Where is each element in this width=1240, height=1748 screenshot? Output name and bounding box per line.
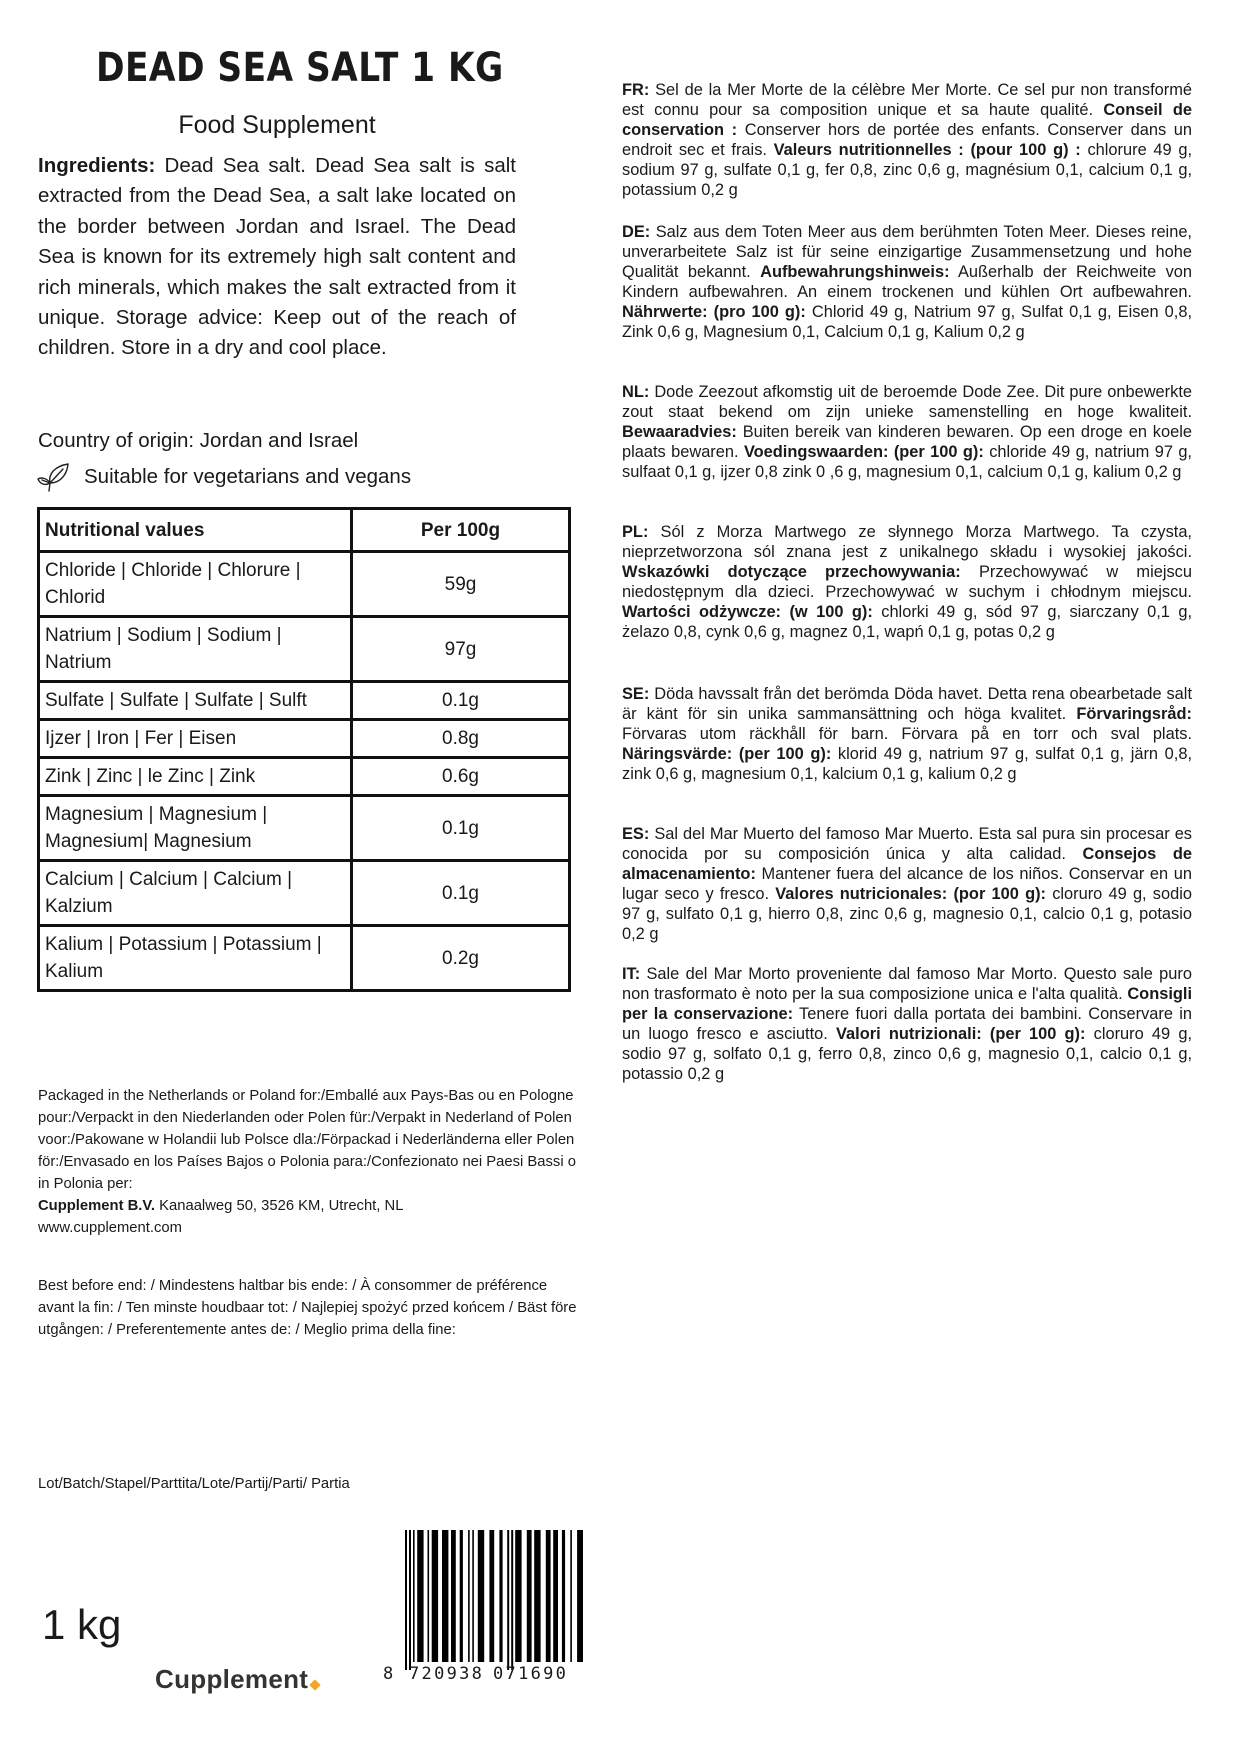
ingredients-label: Ingredients:: [38, 154, 156, 177]
language-code: PL:: [622, 523, 649, 541]
table-row: [39, 758, 570, 796]
translation-heading: Nährwerte: (pro 100 g):: [622, 303, 806, 321]
nutrient-name: Chloride | Chloride | Chlorure | Chlorid: [39, 552, 352, 617]
translation-heading: Aufbewahrungshinweis:: [760, 263, 950, 281]
ingredients-text: Dead Sea salt. Dead Sea salt is salt extracted from the Dead Sea, a salt lake located on the border between Jordan and Israel. The Dead Sea is known for its extremely high salt content and rich minerals, which makes the salt extracted from it unique. Storage advice: Keep out of the reach of children. Store in a dry and cool place.: [38, 154, 516, 360]
translation-text: Dode Zeezout afkomstig uit de beroemde Dode Zee. Dit pure onbewerkte zout staat bekend om zijn unieke samenstelling en hoge kwaliteit.: [622, 383, 1192, 421]
translation-text: chlorure 49 g, sodium 97 g, sulfate 0,1 g, fer 0,8, zinc 0,6 g, magnésium 0,1, calcium 0,1 g, potassium 0,2 g: [622, 141, 1193, 199]
translation-es: [622, 824, 1192, 944]
translation-text: Förvaras utom räckhåll för barn. Förvara på en torr och sval plats.: [622, 725, 1192, 743]
nutrient-name: Magnesium | Magnesium | Magnesium| Magnesium: [39, 796, 352, 861]
barcode-first-digit: 8: [383, 1664, 394, 1684]
translation-heading: Wartości odżywcze: (w 100 g):: [622, 603, 873, 621]
vegan-text: Suitable for vegetarians and vegans: [84, 465, 412, 488]
translation-heading: Consigli per la conservazione:: [622, 985, 1192, 1023]
ingredients-paragraph: [38, 151, 516, 364]
nutrient-value: 97g: [352, 617, 570, 682]
table-row: [39, 552, 570, 617]
nutrition-header-row: [39, 509, 570, 552]
translation-text: Tenere fuori dalla portata dei bambini. Conservare in un luogo fresco e asciutto.: [622, 1005, 1192, 1043]
translation-heading: Bewaaradvies:: [622, 423, 737, 441]
table-row: [39, 796, 570, 861]
company-name: Cupplement B.V.: [38, 1198, 156, 1214]
translation-text: chlorki 49 g, sód 97 g, siarczany 0,1 g, żelazo 0,8, cynk 0,6 g, magnez 0,1, wapń 0,1 g, potas 0,2 g: [622, 603, 1193, 641]
translation-de: [622, 222, 1192, 342]
translation-text: Mantener fuera del alcance de los niños. Conservar en un lugar seco y fresco.: [622, 865, 1192, 903]
translation-nl: [622, 382, 1192, 482]
translation-text: Sal del Mar Muerto del famoso Mar Muerto. Esta sal pura sin procesar es conocida por su composición única y alta calidad.: [622, 825, 1192, 863]
barcode-bars-icon: [383, 1530, 583, 1670]
nutrient-value: 0.1g: [352, 796, 570, 861]
translation-heading: Valores nutricionales: (por 100 g):: [775, 885, 1046, 903]
translation-text: Außerhalb der Reichweite von Kindern aufbewahren. An einem trockenen und kühlen Ort aufbewahren.: [622, 263, 1192, 301]
translation-text: Sól z Morza Martwego ze słynnego Morza Martwego. Ta czysta, nieprzetworzona sól znana jest z unikalnego składu i wysokiej jakości.: [622, 523, 1192, 561]
nutrient-name: Sulfate | Sulfate | Sulfate | Sulft: [39, 682, 352, 720]
nutrient-name: Natrium | Sodium | Sodium | Natrium: [39, 617, 352, 682]
translation-se: [622, 684, 1192, 784]
product-title: DEAD SEA SALT 1 KG: [96, 45, 504, 91]
vegan-claim: [38, 461, 411, 493]
nutrition-header-name: Nutritional values: [39, 509, 352, 552]
translation-heading: Valeurs nutritionnelles : (pour 100 g) :: [773, 141, 1081, 159]
company-website: www.cupplement.com: [38, 1220, 182, 1236]
language-code: IT:: [622, 965, 641, 983]
table-row: [39, 720, 570, 758]
table-row: [39, 617, 570, 682]
lot-text: Lot/Batch/Stapel/Parttita/Lote/Partij/Parti/ Partia: [38, 1476, 350, 1492]
nutrient-name: Calcium | Calcium | Calcium | Kalzium: [39, 861, 352, 926]
language-code: NL:: [622, 383, 650, 401]
translation-text: Przechowywać w miejscu niedostępnym dla dzieci. Przechowywać w suchym i chłodnym miejscu.: [622, 563, 1192, 601]
nutrient-value: 0.2g: [352, 926, 570, 991]
translation-text: klorid 49 g, natrium 97 g, sulfat 0,1 g, järn 0,8, zink 0,6 g, magnesium 0,1, kalcium 0,1 g, kalium 0,2 g: [622, 745, 1192, 783]
translation-text: Salz aus dem Toten Meer aus dem berühmten Toten Meer. Dieses reine, unverarbeitete Salz ist für seine einzigartige Zusammensetzung und hohe Qualität bekannt.: [622, 223, 1192, 281]
packaging-info: [38, 1085, 578, 1239]
packaging-text: Packaged in the Netherlands or Poland for:/Emballé aux Pays-Bas ou en Pologne pour:/Verpackt in den Niederlanden oder Polen für:/Verpakt in Nederland of Polen voor:/Pakowane w Holandii lub Polsce dla:/Förpackad i Nederländerna eller Polen för:/Envasado en los Países Bajos o Polonia para:/Confezionato nei Paesi Bassi o in Polonia per:: [38, 1088, 576, 1192]
leaf-icon: [36, 461, 70, 493]
country-of-origin: Country of origin: Jordan and Israel: [38, 429, 359, 452]
translation-text: cloruro 49 g, sodio 97 g, solfato 0,1 g, ferro 0,8, zinco 0,6 g, magnesio 0,1, calcio 0,1 g, potassio 0,2 g: [622, 1025, 1192, 1083]
translation-heading: Voedingswaarden: (per 100 g):: [743, 443, 984, 461]
translation-text: Sel de la Mer Morte de la célèbre Mer Morte. Ce sel pur non transformé est connu pour sa composition unique et sa haute qualité.: [622, 81, 1192, 119]
table-row: [39, 926, 570, 991]
table-row: [39, 861, 570, 926]
language-code: FR:: [622, 81, 650, 99]
translation-it: [622, 964, 1192, 1084]
nutrient-value: 59g: [352, 552, 570, 617]
translation-text: cloruro 49 g, sodio 97 g, sulfato 0,1 g, hierro 0,8, zinc 0,6 g, magnesio 0,1, calcio 0,1 g, potasio 0,2 g: [622, 885, 1192, 943]
translation-text: Döda havssalt från det berömda Döda havet. Detta rena obearbetade salt är känt för sin unika sammansättning och höga kvalitet.: [622, 685, 1192, 723]
translation-heading: Conseil de conservation :: [622, 101, 1192, 139]
translation-heading: Valori nutrizionali: (per 100 g):: [836, 1025, 1086, 1043]
barcode: [383, 1530, 583, 1695]
translation-text: chloride 49 g, natrium 97 g, sulfaat 0,1 g, ijzer 0,8 zink 0 ,6 g, magnesium 0,1, calcium 0,1 g, kalium 0,2 g: [622, 443, 1192, 481]
translation-pl: [622, 522, 1192, 642]
nutrient-value: 0.8g: [352, 720, 570, 758]
language-code: SE:: [622, 685, 650, 703]
nutrition-header-value: Per 100g: [352, 509, 570, 552]
nutrient-value: 0.6g: [352, 758, 570, 796]
nutrient-name: Zink | Zinc | le Zinc | Zink: [39, 758, 352, 796]
translation-text: Buiten bereik van kinderen bewaren. Op een droge en koele plaats bewaren.: [622, 423, 1192, 461]
nutrient-value: 0.1g: [352, 861, 570, 926]
nutrient-name: Ijzer | Iron | Fer | Eisen: [39, 720, 352, 758]
translation-text: Chlorid 49 g, Natrium 97 g, Sulfat 0,1 g, Eisen 0,8, Zink 0,6 g, Magnesium 0,1, Calcium 0,1 g, Kalium 0,2 g: [622, 303, 1193, 341]
table-row: [39, 682, 570, 720]
net-weight: 1 kg: [42, 1601, 122, 1648]
translation-text: Conserver hors de portée des enfants. Conserver dans un endroit sec et frais.: [622, 121, 1193, 159]
translation-heading: Förvaringsråd:: [1076, 705, 1192, 723]
barcode-left-digits: 720938: [409, 1664, 485, 1684]
product-subtitle: Food Supplement: [178, 111, 376, 139]
barcode-right-digits: 071690: [493, 1664, 569, 1684]
brand-logo: [155, 1664, 319, 1695]
nutrient-name: Kalium | Potassium | Potassium | Kalium: [39, 926, 352, 991]
translation-text: Sale del Mar Morto proveniente dal famoso Mar Morto. Questo sale puro non trasformato è noto per la sua composizione unica e l'alta qualità.: [622, 965, 1192, 1003]
translation-heading: Consejos de almacenamiento:: [622, 845, 1192, 883]
nutrient-value: 0.1g: [352, 682, 570, 720]
brand-name: Cupplement: [155, 1664, 309, 1694]
nutrition-table: [37, 507, 571, 992]
translation-fr: [622, 80, 1192, 200]
brand-accent-dot-icon: [310, 1679, 321, 1690]
translation-heading: Näringsvärde: (per 100 g):: [622, 745, 832, 763]
company-address: Kanaalweg 50, 3526 KM, Utrecht, NL: [155, 1198, 404, 1214]
translation-heading: Wskazówki dotyczące przechowywania:: [622, 563, 961, 581]
language-code: DE:: [622, 223, 651, 241]
language-code: ES:: [622, 825, 650, 843]
best-before-text: Best before end: / Mindestens haltbar bis ende: / À consommer de préférence avant la fin: / Ten minste houdbaar tot: / Najlepiej spożyć przed końcem / Bäst före utgången: / Preferentemente antes de: / Meglio prima della fine:: [38, 1278, 577, 1338]
